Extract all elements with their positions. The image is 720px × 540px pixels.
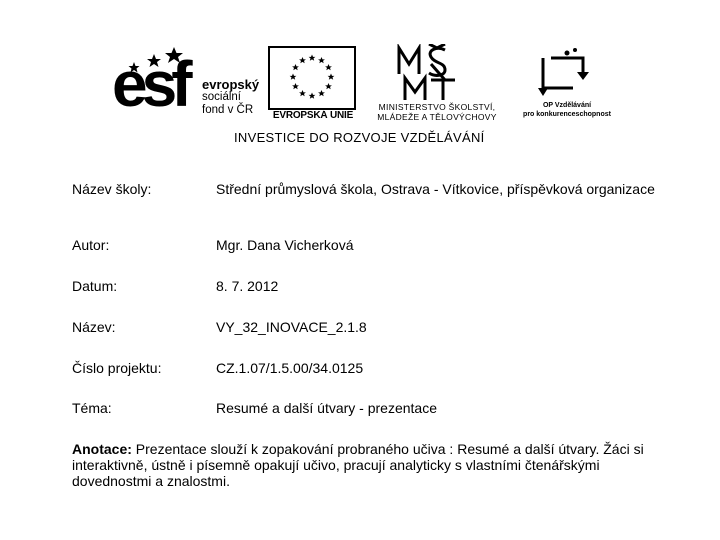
msmt-line-1: MINISTERSTVO ŠKOLSTVÍ, — [378, 102, 496, 112]
msmt-line-2: MLÁDEŽE A TĚLOVÝCHOVY — [377, 112, 497, 122]
op-line-2: pro konkurenceschopnost — [523, 110, 611, 118]
info-value: CZ.1.07/1.5.00/34.0125 — [216, 360, 364, 376]
op-caption — [512, 102, 622, 119]
eu-flag-icon — [268, 46, 356, 110]
msmt-caption — [362, 102, 512, 122]
esf-line-2: sociální — [202, 91, 241, 103]
esf-logo — [112, 44, 262, 124]
esf-line-1: evropský — [202, 77, 260, 92]
info-value: 8. 7. 2012 — [216, 278, 279, 294]
msmt-logo-icon — [395, 44, 465, 102]
annotation-text: Prezentace slouží k zopakování probraného učiva : Resumé a další útvary. Žáci si interaktivně, ústně i písemně opakují učivo, pracují analyticky s vlastními čtenářskými dovednostmi a znalostmi. — [72, 441, 644, 489]
info-value: Střední průmyslová škola, Ostrava - Vítkovice, příspěvková organizace — [216, 181, 655, 197]
logo-bar — [112, 44, 612, 156]
info-value: VY_32_INOVACE_2.1.8 — [216, 319, 367, 335]
op-education-logo-icon — [537, 48, 595, 100]
info-label: Téma: — [72, 400, 112, 416]
esf-caption — [202, 78, 259, 117]
info-value: Resumé a další útvary - prezentace — [216, 400, 437, 416]
info-label: Název školy: — [72, 181, 152, 197]
esf-wordmark: esf — [112, 48, 187, 120]
op-line-1: OP Vzdělávání — [542, 102, 592, 109]
info-value: Mgr. Dana Vicherková — [216, 237, 354, 253]
info-label: Číslo projektu: — [72, 360, 162, 376]
eu-label: EVROPSKÁ UNIE — [272, 110, 354, 121]
annotation-label: Anotace: — [72, 441, 132, 457]
investment-slogan: INVESTICE DO ROZVOJE VZDĚLÁVÁNÍ — [234, 130, 485, 145]
info-label: Název: — [72, 319, 116, 335]
info-label: Autor: — [72, 237, 110, 253]
annotation — [72, 441, 682, 489]
info-label: Datum: — [72, 278, 118, 294]
esf-line-3: fond v ČR — [202, 104, 254, 116]
